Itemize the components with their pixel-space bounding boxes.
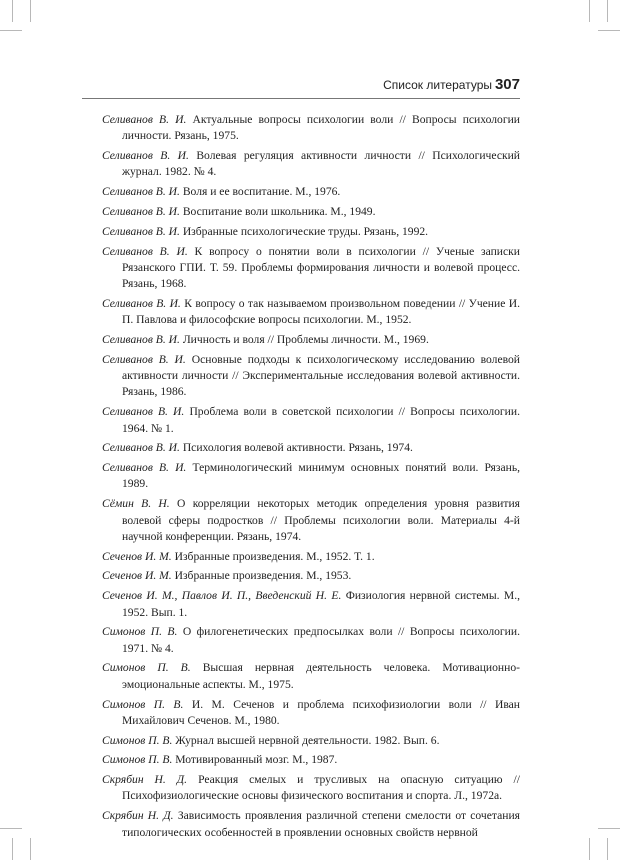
reference-author: Сеченов И. М., Павлов И. П., Введенский Н. Е. [102,589,342,603]
reference-text: Волевая регуляция активности личности // Психологический журнал. 1982. № 4. [122,149,521,179]
reference-text: К вопросу о понятии воли в психологии // Ученые записки Рязанского ГПИ. Т. 59. Проблемы формирования личности и волевой процесс. Рязань, 1968. [122,244,520,291]
reference-author: Селиванов В. И. [102,224,180,238]
reference-item [102,697,520,730]
reference-author: Симонов П. В. [102,697,184,711]
reference-item [102,549,520,565]
reference-text: Воля и ее воспитание. М., 1976. [182,185,341,199]
crop-mark [12,0,13,22]
reference-text: О филогенетических предпосылках воли // Вопросы психологии. 1971. № 4. [122,625,520,655]
reference-author: Скрябин Н. Д. [102,773,188,787]
reference-author: Симонов П. В. [102,661,191,675]
reference-author: Селиванов В. И. [102,461,187,475]
reference-text: Избранные психологические труды. Рязань, 1992. [182,224,429,238]
reference-item [102,404,520,437]
reference-text: Зависимость проявления различной степени смелости от сочетания типологических особенностей в проявлении основных свойств нервной [122,809,520,839]
reference-author: Селиванов В. И. [102,113,187,126]
reference-text: О корреляции некоторых методик определения уровня развития волевой сферы подростков // Проблемы психологии воли. Материалы 4-й научной конференции. Рязань, 1974. [122,497,520,543]
reference-author: Селиванов В. И. [102,244,188,258]
reference-item [102,808,520,841]
reference-text: Избранные произведения. М., 1953. [174,569,352,583]
crop-mark [0,828,22,829]
reference-item [102,148,520,181]
reference-item [102,184,520,200]
reference-text: Основные подходы к психологическому исследованию волевой активности личности // Экспериментальные исследования волевой активности. Рязань, 1986. [122,352,521,399]
reference-author: Симонов П. В. [102,625,178,639]
reference-item [102,204,520,220]
crop-mark [30,0,31,22]
page-number: 307 [494,76,520,93]
reference-author: Симонов П. В. [102,753,173,767]
crop-mark [589,0,590,22]
reference-author: Селиванов В. И. [102,352,186,366]
reference-item [102,624,520,657]
crop-mark [607,838,608,860]
reference-author: Селиванов В. И. [102,149,189,163]
crop-mark [30,838,31,860]
reference-text: Физиология нервной системы. М., 1952. Вып. 1. [122,589,520,619]
reference-text: Мотивированный мозг. М., 1987. [175,753,338,767]
reference-item [102,660,520,693]
reference-author: Сёмин В. Н. [102,497,170,511]
reference-author: Симонов П. В. [102,733,173,747]
reference-item [102,496,520,545]
reference-item [102,440,520,456]
reference-item [102,296,520,329]
reference-text: Реакция смелых и трусливых на опасную ситуацию // Психофизиологические основы физического воспитания и спорта. Л., 1972а. [122,773,520,803]
reference-item [102,460,520,493]
reference-text: Психология волевой активности. Рязань, 1974. [182,441,413,455]
reference-author: Скрябин Н. Д. [102,809,174,823]
running-header [82,76,520,99]
reference-author: Селиванов В. И. [102,333,180,347]
reference-author: Селиванов В. И. [102,296,181,310]
reference-author: Сеченов И. М. [102,569,172,583]
crop-mark [12,838,13,860]
reference-text: Личность и воля // Проблемы личности. М., 1969. [182,333,429,347]
reference-item [102,332,520,348]
reference-text: Терминологический минимум основных понятий воли. Рязань, 1989. [122,461,520,491]
reference-item [102,733,520,749]
reference-text: К вопросу о так называемом произвольном поведении // Учение И. П. Павлова и философские вопросы психологии. М., 1952. [122,296,521,327]
reference-item [102,224,520,240]
reference-item [102,588,520,621]
header-title: Список литературы [383,78,492,92]
reference-item [102,772,520,805]
reference-item [102,568,520,584]
reference-author: Сеченов И. М. [102,549,172,563]
reference-author: Селиванов В. И. [102,405,185,419]
reference-item [102,752,520,768]
reference-item [102,352,520,401]
reference-item [102,112,520,145]
reference-text: Журнал высшей нервной деятельности. 1982. Вып. 6. [175,733,440,747]
reference-item [102,244,520,293]
crop-mark [598,30,620,31]
reference-author: Селиванов В. И. [102,441,180,455]
reference-author: Селиванов В. И. [102,185,180,199]
crop-mark [598,828,620,829]
reference-text: Актуальные вопросы психологии воли // Вопросы психологии личности. Рязань, 1975. [122,113,521,143]
crop-mark [589,838,590,860]
reference-list [102,112,520,844]
reference-text: Высшая нервная деятельность человека. Мотивационно-эмоциональные аспекты. М., 1975. [122,661,520,691]
reference-text: Проблема воли в советской психологии // Вопросы психологии. 1964. № 1. [122,405,520,435]
reference-text: Воспитание воли школьника. М., 1949. [182,204,376,218]
crop-mark [607,0,608,22]
reference-text: И. М. Сеченов и проблема психофизиологии воли // Иван Михайлович Сеченов. М., 1980. [122,697,520,727]
reference-author: Селиванов В. И. [102,204,180,218]
crop-mark [0,30,22,31]
reference-text: Избранные произведения. М., 1952. Т. 1. [174,549,375,563]
